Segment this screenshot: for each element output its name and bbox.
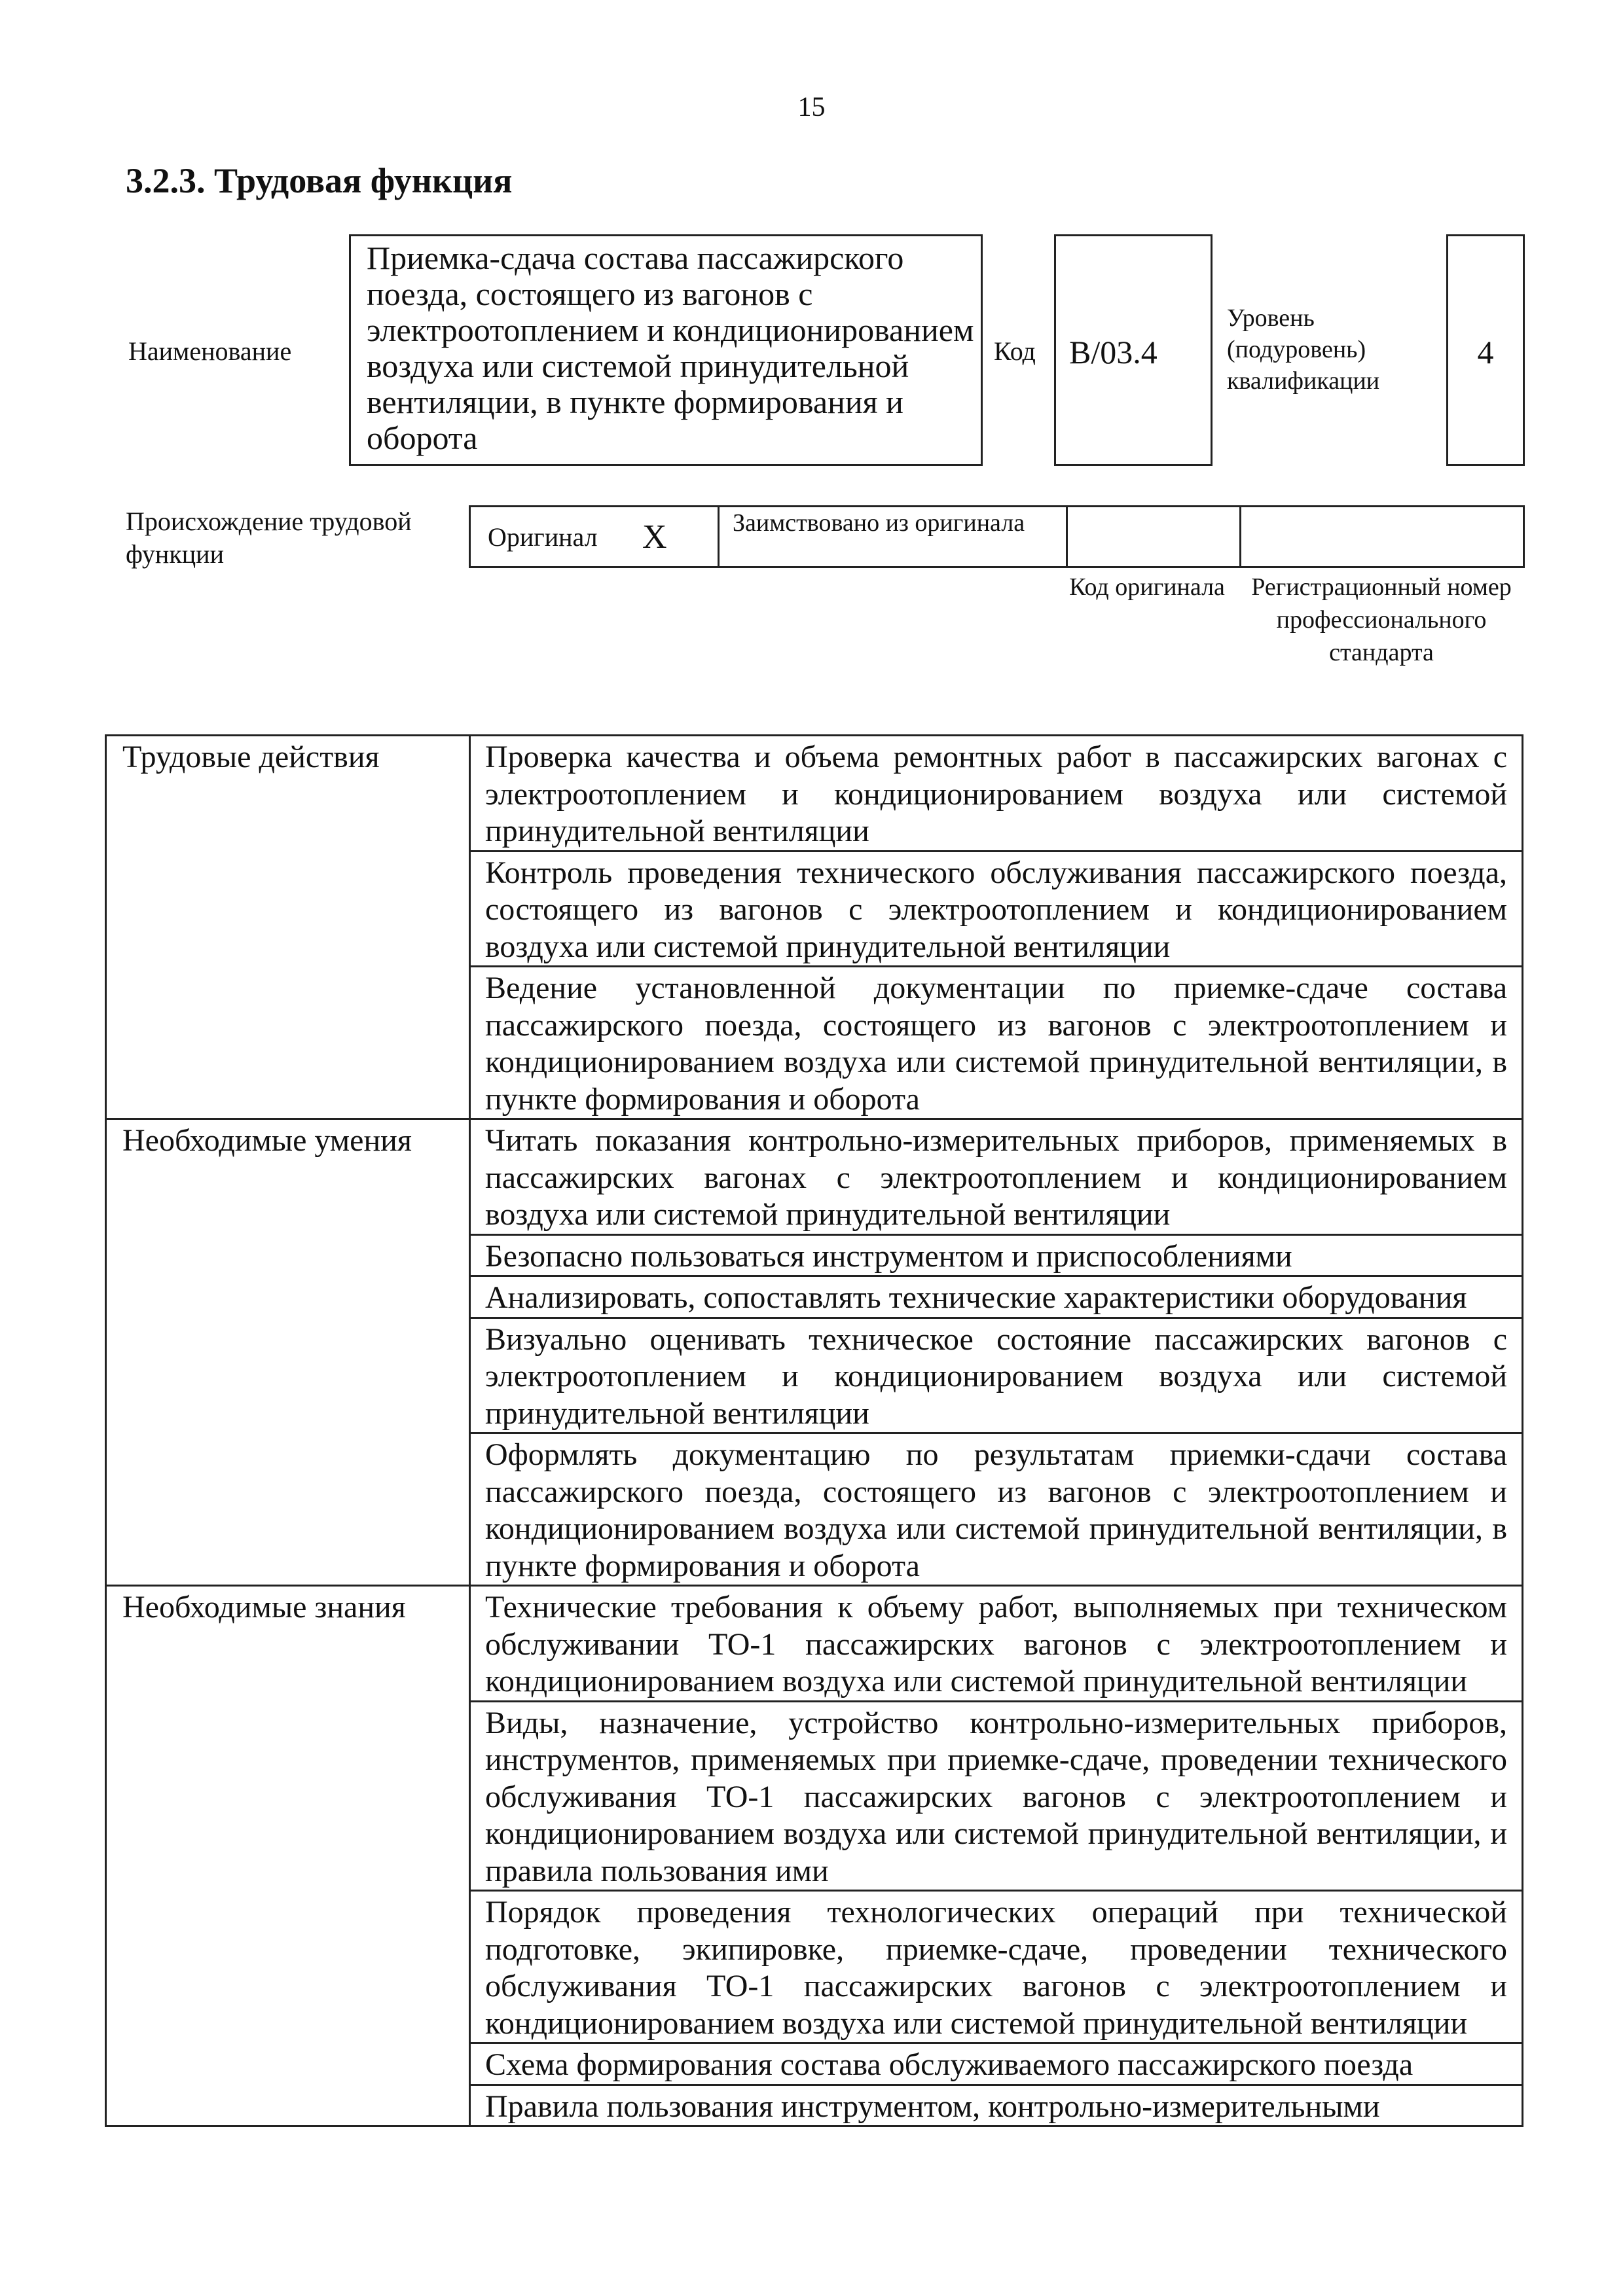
table-cell: Виды, назначение, устройство контрольно-измерительных приборов, инструментов, применяемых при приемке-сдаче, проведении технического обслуживания ТО-1 пассажирских вагонов с электроотоплением и кондиционированием воздуха или системой принудительной вентиляции, и правила пользования ими <box>470 1701 1523 1891</box>
page-number: 15 <box>797 92 826 122</box>
table-row <box>106 736 1523 852</box>
level-label: Уровень (подуровень) квалификации <box>1227 304 1380 395</box>
table-row <box>106 1119 1523 1235</box>
borrowed-label: Заимствовано из оригинала <box>733 509 1025 537</box>
name-box <box>349 234 983 466</box>
table-cell: Анализировать, сопоставлять технические характеристики оборудования <box>470 1276 1523 1318</box>
section-title-cell: Необходимые знания <box>106 1586 470 2126</box>
origin-table <box>469 505 1525 568</box>
table-row <box>106 1586 1523 1702</box>
level-box <box>1446 234 1525 466</box>
table-cell: Контроль проведения технического обслуживания пассажирского поезда, состоящего из вагонов с электроотоплением и кондиционированием воздуха или системой принудительной вентиляции <box>470 851 1523 967</box>
level-value: 4 <box>1477 334 1494 370</box>
table-cell: Порядок проведения технологических операций при технической подготовке, экипировке, приемке-сдаче, проведении технического обслуживания ТО-1 пассажирских вагонов с электроотоплением и кондиционированием воздуха или системой принудительной вентиляции <box>470 1891 1523 2043</box>
origin-borrowed-cell <box>720 507 1068 566</box>
reg-number-caption: Регистрационный номер профессионального стандарта <box>1251 573 1512 666</box>
table-cell: Технические требования к объему работ, выполняемых при техническом обслуживании ТО-1 пассажирских вагонов с электроотоплением и кондиционированием воздуха или системой принудительной вентиляции <box>470 1586 1523 1702</box>
origin-code-cell <box>1068 507 1241 566</box>
code-original-caption: Код оригинала <box>1069 573 1225 601</box>
code-value: B/03.4 <box>1069 334 1158 370</box>
section-title-cell: Необходимые умения <box>106 1119 470 1586</box>
table-cell: Визуально оценивать техническое состояние пассажирских вагонов с электроотоплением и кондиционированием воздуха или системой принудительной вентиляции <box>470 1318 1523 1433</box>
code-box <box>1054 234 1213 466</box>
origin-reg-cell <box>1241 507 1523 566</box>
competency-table <box>105 734 1523 2127</box>
origin-label: Происхождение трудовой функции <box>126 507 412 569</box>
table-cell: Безопасно пользоваться инструментом и приспособлениями <box>470 1234 1523 1276</box>
table-cell: Оформлять документацию по результатам приемки-сдачи состава пассажирского поезда, состоящего из вагонов с электроотоплением и кондиционированием воздуха или системой принудительной вентиляции, в пункте формирования и оборота <box>470 1433 1523 1586</box>
original-mark: X <box>642 518 667 556</box>
table-cell: Правила пользования инструментом, контрольно-измерительными <box>470 2085 1523 2126</box>
section-title: 3.2.3. Трудовая функция <box>126 161 513 200</box>
table-cell: Проверка качества и объема ремонтных работ в пассажирских вагонах с электроотоплением и кондиционированием воздуха или системой принудительной вентиляции <box>470 736 1523 852</box>
origin-original-cell <box>471 507 720 566</box>
name-label: Наименование <box>128 336 292 366</box>
original-label: Оригинал <box>488 522 598 552</box>
code-label: Код <box>994 336 1036 366</box>
table-cell: Читать показания контрольно-измерительных приборов, применяемых в пассажирских вагонах с электроотоплением и кондиционированием воздуха или системой принудительной вентиляции <box>470 1119 1523 1235</box>
section-title-cell: Трудовые действия <box>106 736 470 1119</box>
name-value: Приемка-сдача состава пассажирского поезда, состоящего из вагонов с электроотоплением и кондиционированием воздуха или системой принудительной вентиляции, в пункте формирования и оборота <box>367 240 974 456</box>
table-cell: Схема формирования состава обслуживаемого пассажирского поезда <box>470 2043 1523 2085</box>
table-cell: Ведение установленной документации по приемке-сдаче состава пассажирского поезда, состоящего из вагонов с электроотоплением и кондиционированием воздуха или системой принудительной вентиляции, в пункте формирования и оборота <box>470 967 1523 1119</box>
